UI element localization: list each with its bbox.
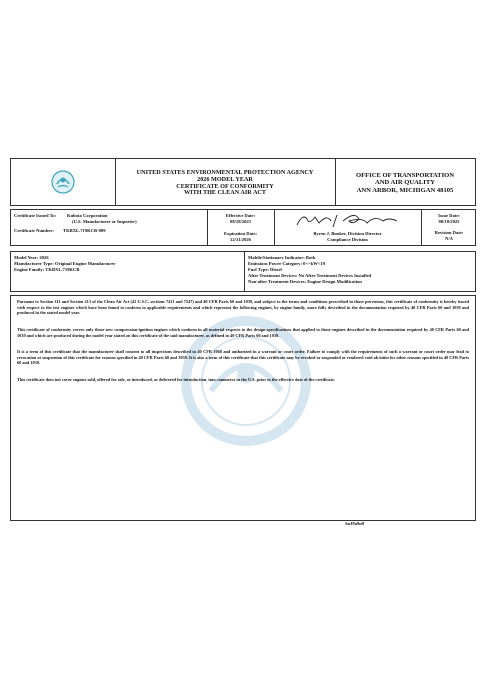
expiration-date-label: Expiration Date:: [223, 231, 258, 236]
effective-date-label: Effective Date:: [225, 213, 256, 218]
issued-to-note: (U.S. Manufacturer or Importer): [72, 219, 137, 224]
agency-name: UNITED STATES ENVIRONMENTAL PROTECTION AGENCY: [136, 169, 314, 176]
non-after-treatment: Non-after Treatment Devices: Engine Design Modification: [248, 279, 362, 284]
paragraph-authority: Pursuant to Section 111 and Section 213 of the Clean Air Act (42 U.S.C. sections 7411 and 7547) and 40 CFR Parts 60 and 1039, and subject to the terms and conditions prescribed in those provisions, this certificate of conformity is hereby issued with respect to the test engines which have been found to conform to applicable requirements and which represent the following engines, by engine family, more fully described in the documentation required by 40 CFR Parts 60 and 1039 and produced in the stated model year.: [17, 299, 469, 316]
issued-to-label: Certificate Issued To:: [14, 213, 57, 218]
power-category: Emissions Power Category: 0<=kW<19: [248, 261, 326, 266]
mobile-stationary: Mobile/Stationary Indicator: Both: [248, 255, 316, 260]
engine-info-row: [10, 251, 476, 292]
certificate-number-value: TKBXL.719KCB-009: [63, 228, 106, 233]
manufacturer-type: Manufacturer Type: Original Engine Manufacturer: [14, 261, 116, 266]
effective-date-value: 08/18/2025: [230, 219, 251, 224]
office-line-1: OFFICE OF TRANSPORTATION: [355, 172, 455, 179]
fuel-type: Fuel Type: Diesel: [248, 267, 282, 272]
epa-logo-icon: [51, 170, 75, 194]
paragraph-coverage: This certificate of conformity covers only those new compression-ignition engines which conform in all material respects to the design specifications that applied to those engines described in the documentation required by 40 CFR Parts 60 and 1039 and which are produced during the model year stated on this certificate of the said manufacturer, as defined in 40 CFR Parts 60 and 1039.: [17, 327, 469, 338]
certificate-header: [10, 158, 476, 206]
epa-logo-cell: [11, 159, 116, 205]
engine-model-year: Model Year: 2026: [14, 255, 49, 260]
certificate-body: [10, 295, 476, 521]
certificate-title: CERTIFICATE OF CONFORMITY: [176, 182, 274, 190]
issued-to-value: Kubota Corporation: [67, 213, 108, 218]
office-line-2: AND AIR QUALITY: [374, 179, 436, 187]
office-cell: [335, 159, 475, 205]
certificate-number-label: Certificate Number:: [14, 228, 54, 233]
engine-family: Engine Family: TKBXL.719KCB: [14, 267, 80, 272]
after-treatment: After Treatment Devices: No After Treatment Devices Installed: [248, 273, 372, 278]
expiration-date-value: 12/31/2026: [230, 237, 251, 242]
paragraph-effective: This certificate does not cover engines sold, offered for sale, or introduced, or delivered for introduction, into commerce in the U.S. prior to the effective date of the certificate.: [17, 377, 335, 382]
signer-name: Byron J. Bunker, Division Director: [313, 231, 382, 236]
model-year-title: 2026 MODEL YEAR: [197, 175, 253, 183]
certificate-subtitle: WITH THE CLEAN AIR ACT: [183, 189, 267, 197]
agency-title-cell: [115, 159, 336, 205]
issue-date-label: Issue Date:: [438, 213, 460, 218]
issuance-row: [10, 209, 476, 246]
revision-date-value: N/A: [445, 236, 453, 241]
signer-division: Compliance Division: [327, 237, 368, 242]
footer-code: SnJ8a9u8: [345, 521, 365, 526]
revision-date-label: Revision Date:: [434, 230, 464, 235]
office-line-3: ANN ARBOR, MICHIGAN 48105: [356, 186, 454, 194]
signature-icon: [293, 211, 403, 231]
issue-date-value: 08/18/2025: [438, 219, 460, 224]
paragraph-inspection: It is a term of this certificate that the manufacturer shall consent to all inspections described in 40 CFR 1068 and authorized in a warrant or court order. Failure to comply with the requirements of such a warrant or court order may lead to revocation or suspension of this certificate for reasons specified in 40 CFR Parts 60 and 1039. It is also a term of this certificate that this certificate may be revoked or suspended or rendered void ab initio for other reasons specified in 40 CFR Parts 60 and 1039.: [17, 349, 469, 366]
